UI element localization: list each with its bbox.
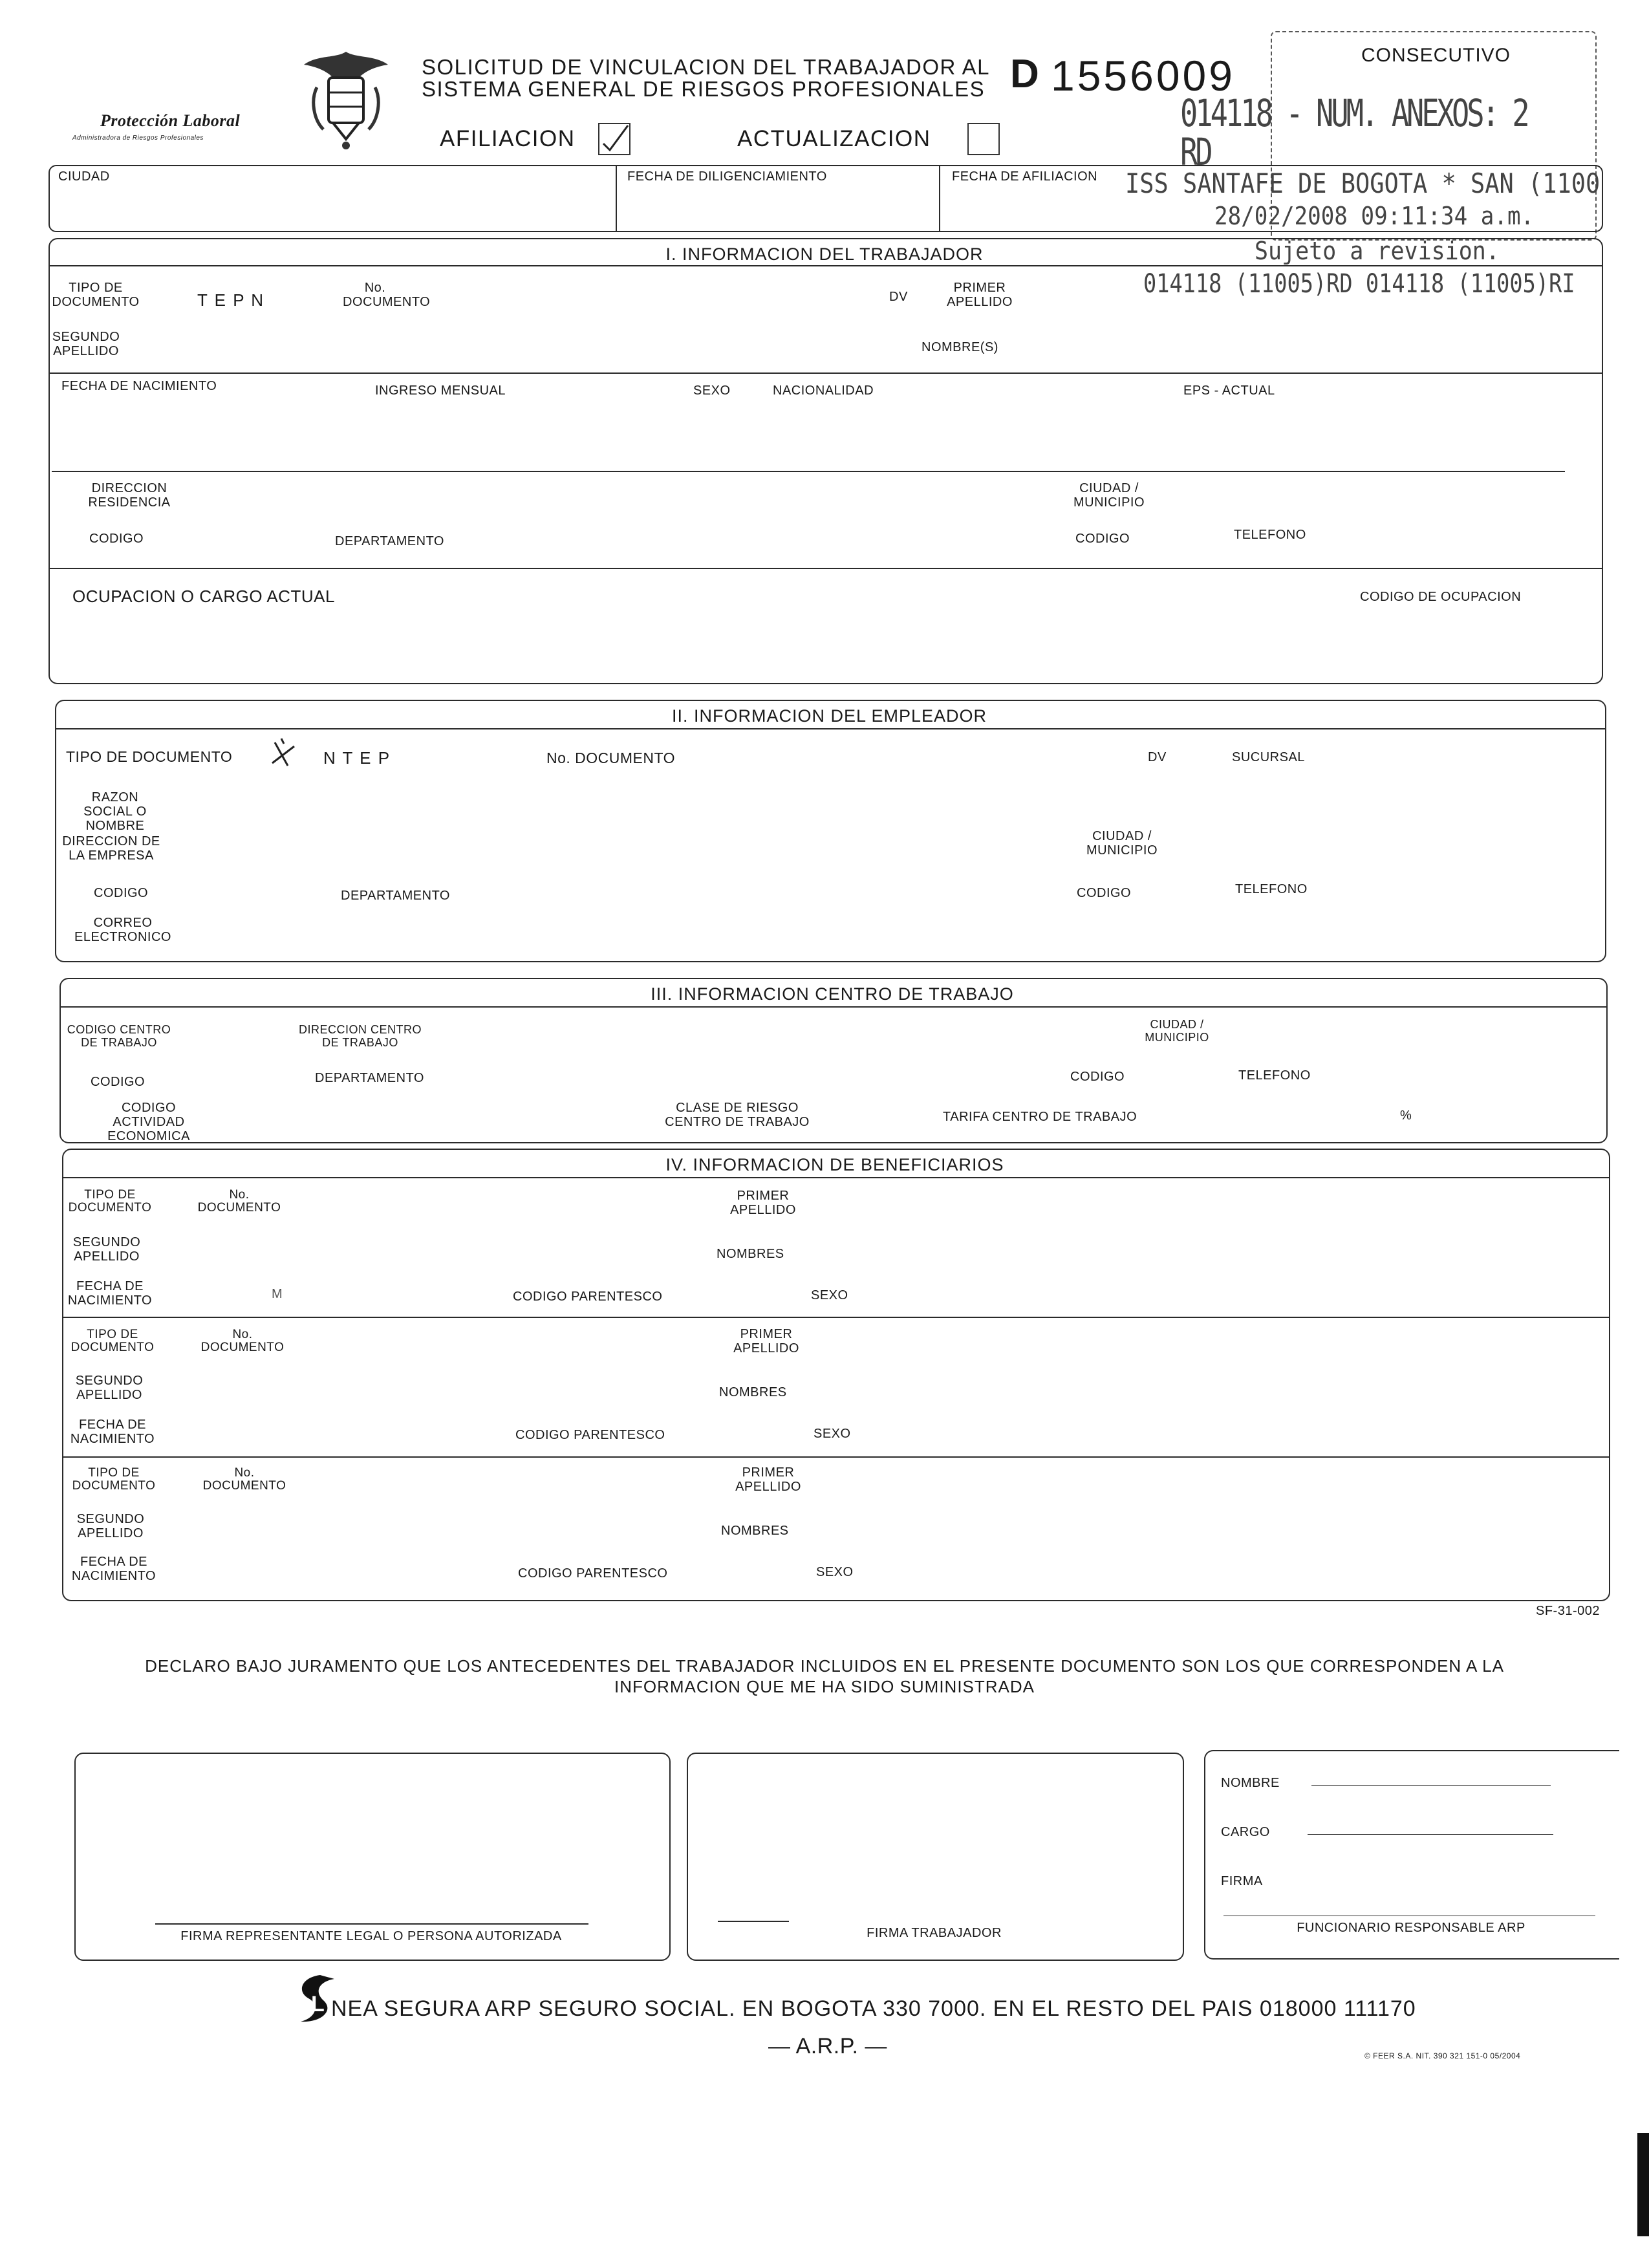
printer-credit: © FEER S.A. NIT. 390 321 151-0 05/2004 [1364, 2051, 1521, 2060]
consecutivo-label: CONSECUTIVO [1361, 45, 1511, 66]
segundo-apellido-label: SEGUNDO APELLIDO [52, 330, 120, 358]
empleador-codigo-ciudad-label: CODIGO [1077, 886, 1132, 900]
x-mark-icon [268, 737, 301, 771]
codigo-centro-label: CODIGO CENTRO DE TRABAJO [67, 1023, 171, 1049]
org-tagline: Administradora de Riesgos Profesionales [72, 135, 204, 142]
ben-no-documento-label: No. DOCUMENTO [200, 1328, 285, 1354]
empleador-telefono-label: TELEFONO [1235, 882, 1308, 896]
direccion-empresa-label: DIRECCION DE LA EMPRESA [62, 834, 160, 863]
empleador-dv-label: DV [1148, 750, 1167, 764]
codigo-ciudad-label: CODIGO [1075, 532, 1130, 546]
funcionario-cargo-line[interactable] [1308, 1834, 1553, 1835]
ben-no-documento-label: No. DOCUMENTO [197, 1188, 281, 1215]
ben-nombres-label: NOMBRES [721, 1524, 789, 1538]
primer-apellido-label: PRIMER APELLIDO [947, 281, 1013, 309]
tarifa-percent: % [1400, 1108, 1412, 1123]
signature-representante-label: FIRMA REPRESENTANTE LEGAL O PERSONA AUTORIZADA [180, 1929, 562, 1943]
ben-tipo-documento-label: TIPO DE DOCUMENTO [70, 1328, 155, 1354]
ben-segundo-apellido-label: SEGUNDO APELLIDO [75, 1374, 144, 1402]
empleador-tipo-options[interactable]: N T E P [323, 748, 391, 768]
tipo-documento-options[interactable]: T E P N [197, 290, 265, 310]
ingreso-mensual-label: INGRESO MENSUAL [375, 383, 506, 398]
form-title-line1: SOLICITUD DE VINCULACION DEL TRABAJADOR AL [422, 55, 991, 79]
ben-fecha-nacimiento-label: FECHA DE NACIMIENTO [67, 1279, 153, 1308]
section-beneficiarios [62, 1149, 1610, 1601]
departamento-label: DEPARTAMENTO [335, 534, 444, 548]
direccion-residencia-label: DIRECCION RESIDENCIA [88, 481, 171, 510]
centro-ciudad-municipio-label: CIUDAD / MUNICIPIO [1145, 1018, 1209, 1044]
ben-codigo-parentesco-label: CODIGO PARENTESCO [513, 1290, 663, 1304]
form-title-line2: SISTEMA GENERAL DE RIESGOS PROFESIONALES [422, 77, 986, 101]
form-number: 1556009 [1051, 52, 1235, 100]
declaration-line2: INFORMACION QUE ME HA SIDO SUMINISTRADA [614, 1677, 1035, 1696]
fecha-afiliacion-label: FECHA DE AFILIACION [952, 169, 1098, 184]
funcionario-firma-label: FIRMA [1221, 1874, 1263, 1888]
linea-segura-text: NEA SEGURA ARP SEGURO SOCIAL. EN BOGOTA 330 7000. EN EL RESTO DEL PAIS 018000 111170 [331, 1996, 1416, 2021]
ben-primer-apellido-label: PRIMER APELLIDO [735, 1465, 801, 1494]
empleador-tipo-documento-label: TIPO DE DOCUMENTO [66, 748, 233, 765]
ben-no-documento-label: No. DOCUMENTO [202, 1466, 286, 1493]
ben-nombres-label: NOMBRES [717, 1247, 784, 1261]
arp-text: — A.R.P. — [768, 2034, 887, 2058]
ben-fecha-nacimiento-label: FECHA DE NACIMIENTO [70, 1418, 155, 1446]
fecha-diligenciamiento-label: FECHA DE DILIGENCIAMIENTO [627, 169, 827, 184]
org-name: Protección Laboral [100, 111, 241, 130]
ben-codigo-parentesco-label: CODIGO PARENTESCO [515, 1428, 665, 1442]
empleador-departamento-label: DEPARTAMENTO [341, 889, 450, 903]
nombres-label: NOMBRE(S) [921, 340, 998, 354]
centro-telefono-label: TELEFONO [1238, 1068, 1311, 1083]
form-number-prefix: D [1010, 52, 1040, 96]
direccion-centro-label: DIRECCION CENTRO DE TRABAJO [298, 1023, 422, 1049]
dv-label: DV [889, 290, 908, 304]
telefono-label: TELEFONO [1234, 528, 1306, 542]
tarifa-label: TARIFA CENTRO DE TRABAJO [943, 1110, 1137, 1124]
section-centro-trabajo-title: III. INFORMACION CENTRO DE TRABAJO [651, 984, 1014, 1004]
fecha-nacimiento-label: FECHA DE NACIMIENTO [61, 379, 217, 393]
funcionario-cargo-label: CARGO [1221, 1825, 1270, 1839]
no-documento-label: No. DOCUMENTO [343, 281, 431, 309]
coat-of-arms-icon [297, 49, 394, 152]
section-empleador-title: II. INFORMACION DEL EMPLEADOR [671, 706, 987, 726]
section-beneficiarios-title: IV. INFORMACION DE BENEFICIARIOS [665, 1155, 1004, 1174]
section-trabajador [48, 238, 1603, 684]
afiliacion-checkbox[interactable] [598, 123, 630, 155]
empleador-codigo-label: CODIGO [94, 886, 149, 900]
codigo-actividad-label: CODIGO ACTIVIDAD ECONOMICA [107, 1101, 190, 1143]
funcionario-label: FUNCIONARIO RESPONSABLE ARP [1297, 1921, 1525, 1935]
form-code: SF-31-002 [1536, 1604, 1600, 1618]
ben-segundo-apellido-label: SEGUNDO APELLIDO [72, 1235, 141, 1264]
nacionalidad-label: NACIONALIDAD [773, 383, 874, 398]
sucursal-label: SUCURSAL [1232, 750, 1305, 764]
centro-codigo-ciudad-label: CODIGO [1070, 1070, 1125, 1084]
stamp-consecutivo: 014118 - NUM. ANEXOS: 2 RD [1180, 91, 1527, 174]
ben-primer-apellido-label: PRIMER APELLIDO [730, 1189, 796, 1217]
ben-tipo-documento-label: TIPO DE DOCUMENTO [72, 1466, 156, 1493]
ben-sexo-label: SEXO [816, 1565, 854, 1579]
codigo-label: CODIGO [89, 532, 144, 546]
ben-segundo-apellido-label: SEGUNDO APELLIDO [76, 1512, 145, 1540]
signature-trabajador-label: FIRMA TRABAJADOR [867, 1926, 1002, 1940]
empleador-no-documento-label: No. DOCUMENTO [546, 750, 676, 766]
ciudad-municipio-label: CIUDAD / MUNICIPIO [1073, 481, 1145, 510]
sexo-label: SEXO [693, 383, 731, 398]
clase-riesgo-label: CLASE DE RIESGO CENTRO DE TRABAJO [665, 1101, 810, 1129]
centro-codigo-label: CODIGO [91, 1075, 146, 1089]
ocupacion-label: OCUPACION O CARGO ACTUAL [72, 587, 335, 606]
actualizacion-checkbox[interactable] [967, 123, 1000, 155]
svg-text:L: L [311, 1992, 325, 2016]
stamp-datetime: 28/02/2008 09:11:34 a.m. [1214, 202, 1535, 230]
ben-codigo-parentesco-label: CODIGO PARENTESCO [518, 1566, 668, 1581]
ben-primer-apellido-label: PRIMER APELLIDO [733, 1327, 799, 1355]
correo-electronico-label: CORREO ELECTRONICO [74, 916, 171, 944]
ben-fecha-hint: M [272, 1287, 283, 1301]
ben-sexo-label: SEXO [814, 1427, 851, 1441]
centro-departamento-label: DEPARTAMENTO [315, 1071, 424, 1085]
ben-nombres-label: NOMBRES [719, 1385, 787, 1399]
funcionario-nombre-line[interactable] [1311, 1785, 1551, 1786]
tipo-documento-label: TIPO DE DOCUMENTO [52, 281, 140, 309]
codigo-ocupacion-label: CODIGO DE OCUPACION [1360, 590, 1522, 604]
declaration-line1: DECLARO BAJO JURAMENTO QUE LOS ANTECEDENTES DEL TRABAJADOR INCLUIDOS EN EL PRESENTE DOCUMENTO SON LOS QUE CORRESPONDEN A LA [145, 1656, 1504, 1676]
ben-tipo-documento-label: TIPO DE DOCUMENTO [68, 1188, 152, 1215]
stamp-revision: Sujeto a revision. [1255, 237, 1500, 265]
empleador-ciudad-municipio-label: CIUDAD / MUNICIPIO [1086, 829, 1158, 858]
ciudad-label: CIUDAD [58, 169, 110, 184]
ben-sexo-label: SEXO [811, 1288, 848, 1302]
stamp-code: 014118 (11005)RD 014118 (11005)RI [1143, 269, 1575, 299]
checkmark-icon [599, 124, 629, 154]
eps-actual-label: EPS - ACTUAL [1183, 383, 1275, 398]
section-trabajador-title: I. INFORMACION DEL TRABAJADOR [665, 244, 984, 264]
afiliacion-label: AFILIACION [440, 126, 576, 151]
scan-edge-mark [1637, 2133, 1649, 2236]
actualizacion-label: ACTUALIZACION [737, 126, 931, 151]
stamp-office: ISS SANTAFE DE BOGOTA * SAN (1100 [1125, 167, 1600, 199]
ben-fecha-nacimiento-label: FECHA DE NACIMIENTO [71, 1555, 156, 1583]
razon-social-label: RAZON SOCIAL O NOMBRE [83, 790, 147, 833]
funcionario-nombre-label: NOMBRE [1221, 1776, 1280, 1790]
